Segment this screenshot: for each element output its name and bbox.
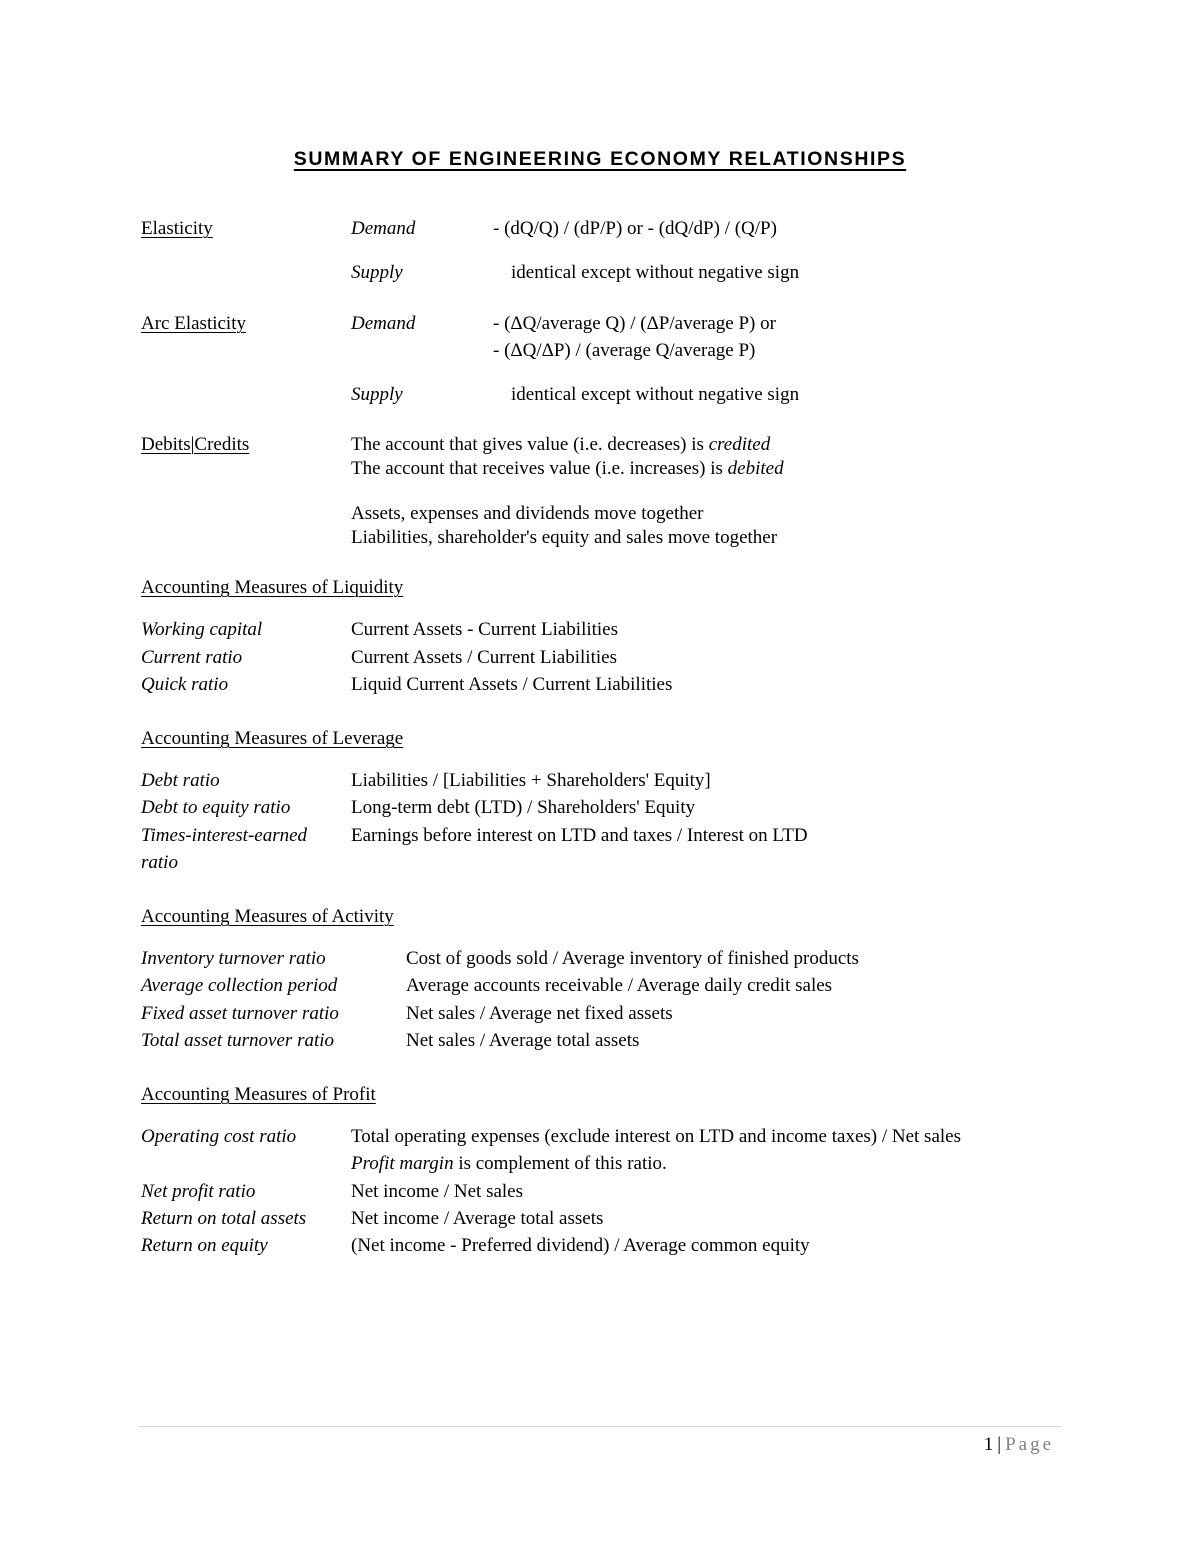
debits-credits-line-1: The account that gives value (i.e. decreases) is credited (351, 434, 771, 455)
page-separator: | (997, 1434, 1002, 1455)
leverage-term: Debt ratio (141, 770, 220, 791)
debits-credits-line-3: Assets, expenses and dividends move together (351, 503, 704, 524)
liquidity-term: Quick ratio (141, 674, 229, 695)
elasticity-supply-label: Supply (351, 262, 403, 283)
page-number: 1 (983, 1434, 994, 1455)
arc-elasticity-demand-formula-1: - (ΔQ/average Q) / (ΔP/average P) or (493, 313, 776, 334)
profit-def: Net income / Net sales (351, 1181, 524, 1202)
activity-term: Average collection period (141, 975, 338, 996)
activity-def: Average accounts receivable / Average daily credit sales (406, 975, 833, 996)
leverage-heading: Accounting Measures of Leverage (141, 728, 404, 749)
elasticity-demand-formula: - (dQ/Q) / (dP/P) or - (dQ/dP) / (Q/P) (493, 218, 777, 239)
page-label: Page (1005, 1434, 1054, 1455)
activity-heading: Accounting Measures of Activity (141, 906, 394, 927)
leverage-term: Debt to equity ratio (141, 797, 291, 818)
activity-term: Fixed asset turnover ratio (141, 1003, 339, 1024)
profit-term: Net profit ratio (141, 1181, 256, 1202)
elasticity-heading: Elasticity (141, 218, 213, 239)
elasticity-supply-text: identical except without negative sign (511, 262, 800, 283)
leverage-term: Times-interest-earned (141, 825, 308, 846)
liquidity-term: Working capital (141, 619, 263, 640)
profit-term: Operating cost ratio (141, 1126, 297, 1147)
profit-margin-note: Profit margin is complement of this ratio. (351, 1153, 667, 1174)
liquidity-def: Liquid Current Assets / Current Liabilities (351, 674, 673, 695)
debits-credits-heading: Debits|Credits (141, 434, 250, 455)
profit-term: Return on total assets (141, 1208, 307, 1229)
leverage-term-continuation: ratio (141, 852, 178, 873)
profit-def: Net income / Average total assets (351, 1208, 604, 1229)
debits-credits-line-4: Liabilities, shareholder's equity and sales move together (351, 527, 778, 548)
activity-term: Inventory turnover ratio (141, 948, 326, 969)
liquidity-def: Current Assets / Current Liabilities (351, 647, 617, 668)
arc-elasticity-heading: Arc Elasticity (141, 313, 246, 334)
profit-def: Total operating expenses (exclude interest on LTD and income taxes) / Net sales (351, 1126, 961, 1147)
activity-term: Total asset turnover ratio (141, 1030, 335, 1051)
arc-elasticity-demand-label: Demand (351, 313, 416, 334)
profit-term: Return on equity (141, 1235, 268, 1256)
debits-credits-line-2: The account that receives value (i.e. increases) is debited (351, 458, 784, 479)
liquidity-def: Current Assets - Current Liabilities (351, 619, 619, 640)
activity-def: Net sales / Average net fixed assets (406, 1003, 673, 1024)
footer-divider (138, 1426, 1062, 1427)
elasticity-demand-label: Demand (351, 218, 416, 239)
page-number-footer (984, 1435, 1054, 1454)
activity-def: Net sales / Average total assets (406, 1030, 640, 1051)
arc-elasticity-supply-text: identical except without negative sign (511, 384, 800, 405)
leverage-def: Earnings before interest on LTD and taxes / Interest on LTD (351, 825, 808, 846)
page-title: SUMMARY OF ENGINEERING ECONOMY RELATIONSHIPS (293, 148, 907, 170)
arc-elasticity-demand-formula-2: - (ΔQ/ΔP) / (average Q/average P) (493, 340, 756, 361)
profit-def: (Net income - Preferred dividend) / Average common equity (351, 1235, 810, 1256)
leverage-def: Long-term debt (LTD) / Shareholders' Equity (351, 797, 696, 818)
liquidity-term: Current ratio (141, 647, 243, 668)
activity-def: Cost of goods sold / Average inventory of finished products (406, 948, 859, 969)
liquidity-heading: Accounting Measures of Liquidity (141, 577, 404, 598)
profit-heading: Accounting Measures of Profit (141, 1084, 376, 1105)
leverage-def: Liabilities / [Liabilities + Shareholders' Equity] (351, 770, 711, 791)
arc-elasticity-supply-label: Supply (351, 384, 403, 405)
